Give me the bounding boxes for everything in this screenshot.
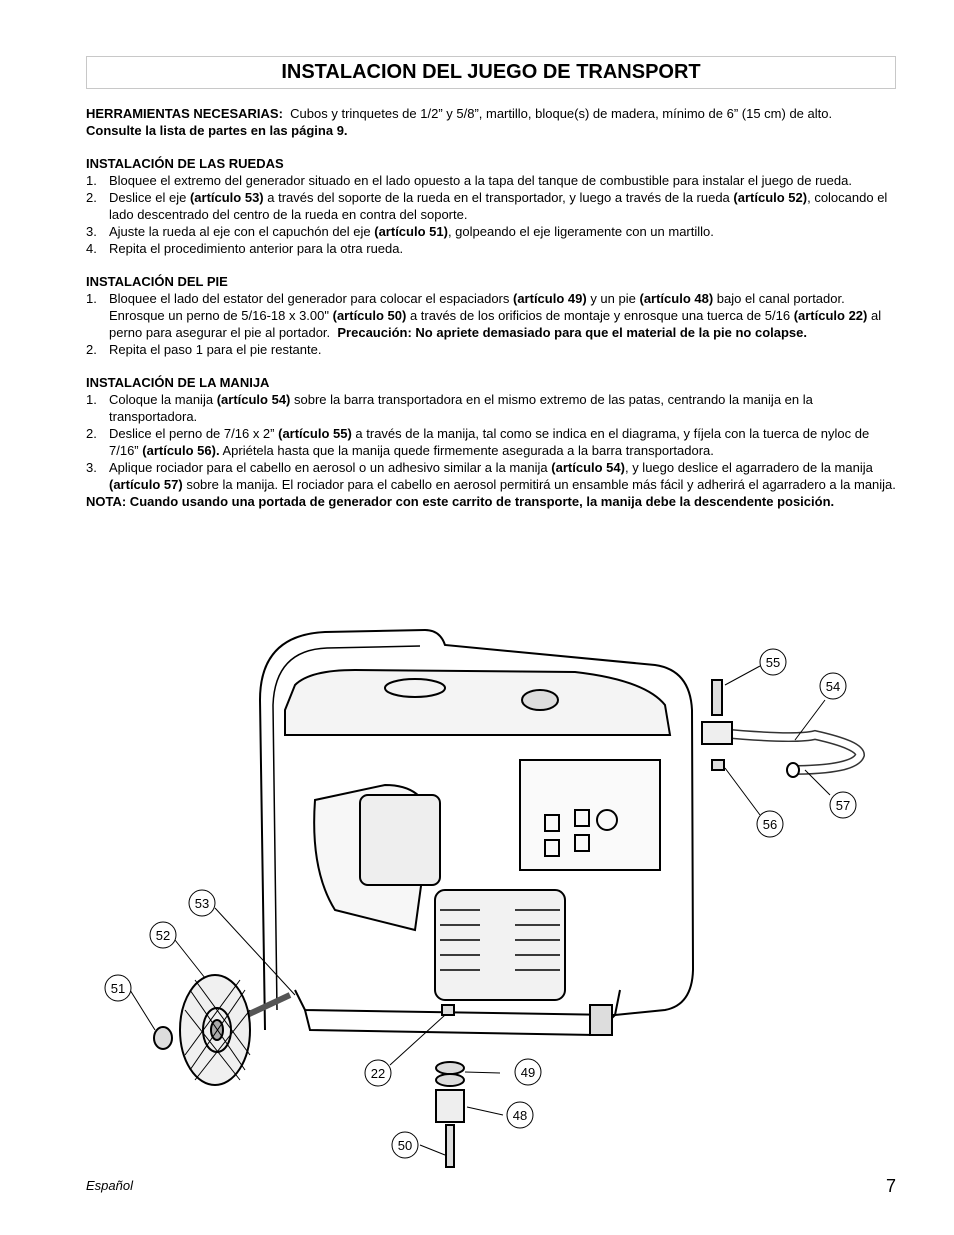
spacer-49a [436,1062,464,1074]
handle-list [86,391,898,493]
svg-text:48: 48 [512,1108,528,1123]
tools-paragraph [86,105,898,139]
callout-48 [507,1102,533,1128]
svg-text:52: 52 [155,928,171,943]
svg-text:56: 56 [762,817,778,832]
tools-text: Cubos y trinquetes de 1/2” y 5/8”, martillo, bloque(s) de madera, mínimo de 6” (15 cm) de alto. [290,106,833,121]
spacer-49b [436,1074,464,1086]
list-item: 1. Coloque la manija (artículo 54) sobre la barra transportadora en el mismo extremo de las patas, centrando la manija en la transportadora. [86,392,813,424]
callout-51 [105,975,131,1001]
svg-text:55: 55 [765,655,781,670]
callout-53 [189,890,215,916]
list-item: 2. Deslice el eje (artículo 53) a través del soporte de la rueda en el transportador, y luego a través de la rueda (artículo 52), colocando el lado descentrado del centro de la rueda en contra del soporte. [86,190,888,222]
nut-56 [712,760,724,770]
axle-cap [154,1027,172,1049]
handle-section [86,374,898,493]
tank-cap [522,690,558,710]
list-item: 2. Repita el paso 1 para el pie restante. [86,342,322,357]
svg-text:51: 51 [110,981,126,996]
bolt-50 [446,1125,454,1167]
svg-text:22: 22 [370,1066,386,1081]
callout-49 [515,1059,541,1085]
callout-22 [365,1060,391,1086]
wheels-section [86,155,898,257]
list-item: 1. Bloquee el lado del estator del generador para colocar el espaciadors (artículo 49) y un pie (artículo 48) bajo el canal portador. Enrosque un perno de 5/16-18 x 3.00" (artículo 50) a través de los orificios de montaje y enrosque una tuerca de 5/16 (artículo 22) al perno para asegurar el pie al portador. Precaución: No apriete demasiado para que el material de la pie no colapse. [86,291,882,340]
callout-52 [150,922,176,948]
handle-grip-end [787,763,799,777]
svg-text:53: 53 [194,896,210,911]
callout-50 [392,1132,418,1158]
alternator [435,890,565,1000]
title-box [86,56,896,89]
bolt-55 [712,680,722,715]
page-number: 7 [885,1176,896,1196]
wheels-heading: INSTALACIÓN DE LAS RUEDAS [86,156,284,171]
instructions [86,105,898,510]
note-paragraph: NOTA: Cuando usando una portada de generador con este carrito de transporte, la manija debe la descendente posición. [86,494,835,509]
foot-section [86,273,898,358]
wheels-list [86,172,898,257]
list-item: 2. Deslice el perno de 7/16 x 2” (artículo 55) a través de la manija, tal como se indica en el diagrama, y fíjela con la tuerca de nyloc de 7/16” (artículo 56). Apriétela hasta que la manija quede firmemente asegurada a la barra transportadora. [86,426,870,458]
foot-48 [436,1090,464,1122]
svg-text:54: 54 [825,679,841,694]
list-item: 1. Bloquee el extremo del generador situado en el lado opuesto a la tapa del tanque de combustible para instalar el juego de rueda. [86,173,852,188]
handle-heading: INSTALACIÓN DE LA MANIJA [86,375,270,390]
list-item: 3. Ajuste la rueda al eje con el capuchón del eje (artículo 51), golpeando el eje ligeramente con un martillo. [86,224,714,239]
engine-cylinder [360,795,440,885]
nut-22 [442,1005,454,1015]
svg-text:57: 57 [835,798,851,813]
callout-55 [760,649,786,675]
callout-54 [820,673,846,699]
list-item: 3. Aplique rociador para el cabello en aerosol o un adhesivo similar a la manija (artículo 54), y luego deslice el agarradero de la manija (artículo 57) sobre la manija. El rociador para el cabello en aerosol permitirá un ensamble más fácil y adherirá el agarradero a la manija. [86,460,896,492]
foot-heading: INSTALACIÓN DEL PIE [86,274,228,289]
cart-foot [590,1005,612,1035]
list-item: 4. Repita el procedimiento anterior para la otra rueda. [86,241,404,256]
generator-cart-diagram [95,610,895,1180]
footer-language: Español [86,1178,133,1193]
fuel-tank [285,670,670,735]
foot-list [86,290,898,358]
page-title: INSTALACION DEL JUEGO DE TRANSPORT [281,61,701,83]
callout-57 [830,792,856,818]
tools-note: Consulte la lista de partes en las página 9. [86,123,348,138]
handle-bracket [702,722,732,744]
callout-56 [757,811,783,837]
tools-label: HERRAMIENTAS NECESARIAS: [86,106,283,121]
svg-text:50: 50 [397,1138,413,1153]
svg-text:49: 49 [520,1065,536,1080]
